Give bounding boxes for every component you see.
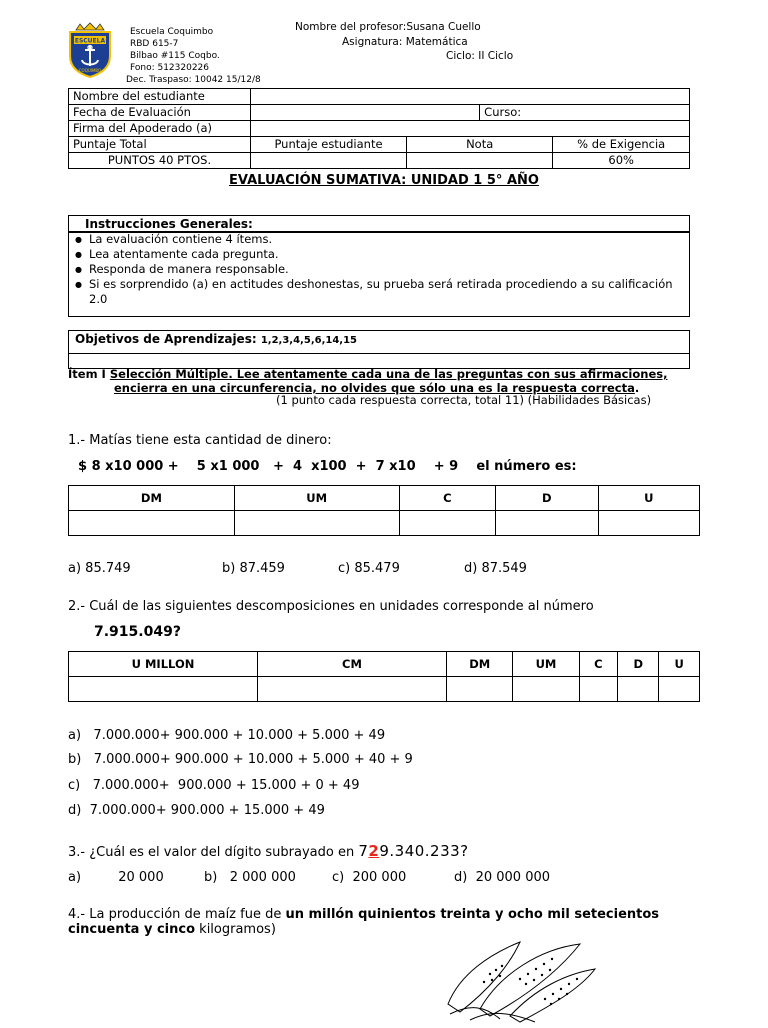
q1-answer-cell[interactable] bbox=[496, 511, 599, 536]
q2-option-d[interactable]: d) 7.000.000+ 900.000 + 15.000 + 49 bbox=[68, 803, 325, 818]
q2-answer-cell[interactable] bbox=[69, 677, 258, 702]
q4-text: 4.- La producción de maíz fue de un millón quinientos treinta y ocho mil setecientos cincuenta y cinco kilogramos) bbox=[68, 907, 660, 937]
q1-answer-cell[interactable] bbox=[598, 511, 699, 536]
student-info-table: Nombre del estudiante Fecha de Evaluación Curso: Firma del Apoderado (a) Puntaje Total Puntaje estudiante Nota % de Exigencia PUNTOS 40 PTOS. 60% bbox=[68, 88, 690, 169]
q1-place-value-table: DM UM C D U bbox=[68, 485, 700, 536]
instructions-heading: Instrucciones Generales: bbox=[68, 215, 690, 233]
grade-field[interactable] bbox=[407, 153, 553, 169]
school-info: Escuela Coquimbo RBD 615-7 Bilbao #115 Coqbo. Fono: 512320226 Dec. Traspaso: 10042 15/12/8 bbox=[126, 27, 261, 85]
instruction-item: ● La evaluación contiene 4 ítems. bbox=[75, 232, 689, 247]
eval-date-field[interactable] bbox=[251, 105, 480, 121]
instructions-list bbox=[68, 231, 690, 317]
student-name-field[interactable] bbox=[251, 89, 690, 105]
corn-illustration bbox=[440, 934, 600, 1028]
teacher-name: Nombre del profesor:Susana Cuello bbox=[295, 21, 481, 33]
q1-option-a[interactable]: a) 85.749 bbox=[68, 561, 131, 576]
instruction-item: ● Lea atentamente cada pregunta. bbox=[75, 247, 689, 262]
q1-option-c[interactable]: c) 85.479 bbox=[338, 561, 400, 576]
total-points: PUNTOS 40 PTOS. bbox=[69, 153, 251, 169]
q2-answer-cell[interactable] bbox=[258, 677, 447, 702]
item1-note: (1 punto cada respuesta correcta, total 11) (Habilidades Básicas) bbox=[276, 393, 652, 407]
q2-answer-cell[interactable] bbox=[659, 677, 700, 702]
student-score-field[interactable] bbox=[251, 153, 407, 169]
q2-answer-cell[interactable] bbox=[513, 677, 579, 702]
q1-text: 1.- Matías tiene esta cantidad de dinero: bbox=[68, 433, 332, 448]
q2-place-value-table: U MILLON CM DM UM C D U bbox=[68, 651, 700, 702]
q2-answer-cell[interactable] bbox=[579, 677, 618, 702]
q3-option-a[interactable]: a) 20 000 bbox=[68, 870, 164, 885]
q3-underlined-digit: 2 bbox=[368, 842, 380, 860]
q3-text: 3.- ¿Cuál es el valor del dígito subrayado en 729.340.233? bbox=[68, 842, 469, 860]
q2-option-b[interactable]: b) 7.000.000+ 900.000 + 10.000 + 5.000 + 40 + 9 bbox=[68, 752, 413, 767]
q2-text: 2.- Cuál de las siguientes descomposiciones en unidades corresponde al número bbox=[68, 599, 594, 614]
course-field[interactable]: Curso: bbox=[480, 105, 690, 121]
q3-option-c[interactable]: c) 200 000 bbox=[332, 870, 407, 885]
q1-option-b[interactable]: b) 87.459 bbox=[222, 561, 285, 576]
svg-text:COQUIMBO: COQUIMBO bbox=[78, 68, 102, 73]
item1-instructions: Ítem I Selección Múltiple. Lee atentamente cada una de las preguntas con sus afirmaciones, encierra en una circunferencia, no olvides que sólo una es la respuesta correcta. bbox=[68, 367, 668, 395]
q1-option-d[interactable]: d) 87.549 bbox=[464, 561, 527, 576]
demand-value: 60% bbox=[553, 153, 690, 169]
q2-answer-cell[interactable] bbox=[618, 677, 659, 702]
q1-answer-cell[interactable] bbox=[399, 511, 495, 536]
q2-option-a[interactable]: a) 7.000.000+ 900.000 + 10.000 + 5.000 + 49 bbox=[68, 728, 386, 743]
svg-text:ESCUELA: ESCUELA bbox=[74, 37, 106, 45]
cycle: Ciclo: II Ciclo bbox=[446, 50, 514, 62]
guardian-signature-field[interactable] bbox=[251, 121, 690, 137]
q3-option-d[interactable]: d) 20 000 000 bbox=[454, 870, 551, 885]
q2-option-c[interactable]: c) 7.000.000+ 900.000 + 15.000 + 0 + 49 bbox=[68, 778, 360, 793]
instruction-item: ● Responda de manera responsable. bbox=[75, 262, 689, 277]
school-logo bbox=[66, 22, 114, 78]
q2-number: 7.915.049? bbox=[94, 624, 181, 640]
q3-option-b[interactable]: b) 2 000 000 bbox=[204, 870, 296, 885]
objectives-box: Objetivos de Aprendizajes: 1,2,3,4,5,6,14,15 bbox=[68, 330, 690, 369]
q2-answer-cell[interactable] bbox=[447, 677, 513, 702]
q1-expression: $ 8 x10 000 + 5 x1 000 + 4 x100 + 7 x10 + 9 el número es: bbox=[78, 459, 577, 474]
q1-answer-cell[interactable] bbox=[69, 511, 235, 536]
exam-title: EVALUACIÓN SUMATIVA: UNIDAD 1 5° AÑO bbox=[229, 173, 539, 188]
subject: Asignatura: Matemática bbox=[342, 36, 468, 48]
instruction-item: ● Si es sorprendido (a) en actitudes deshonestas, su prueba será retirada procediendo a su calificación 2.0 bbox=[75, 277, 689, 307]
q1-answer-cell[interactable] bbox=[234, 511, 399, 536]
